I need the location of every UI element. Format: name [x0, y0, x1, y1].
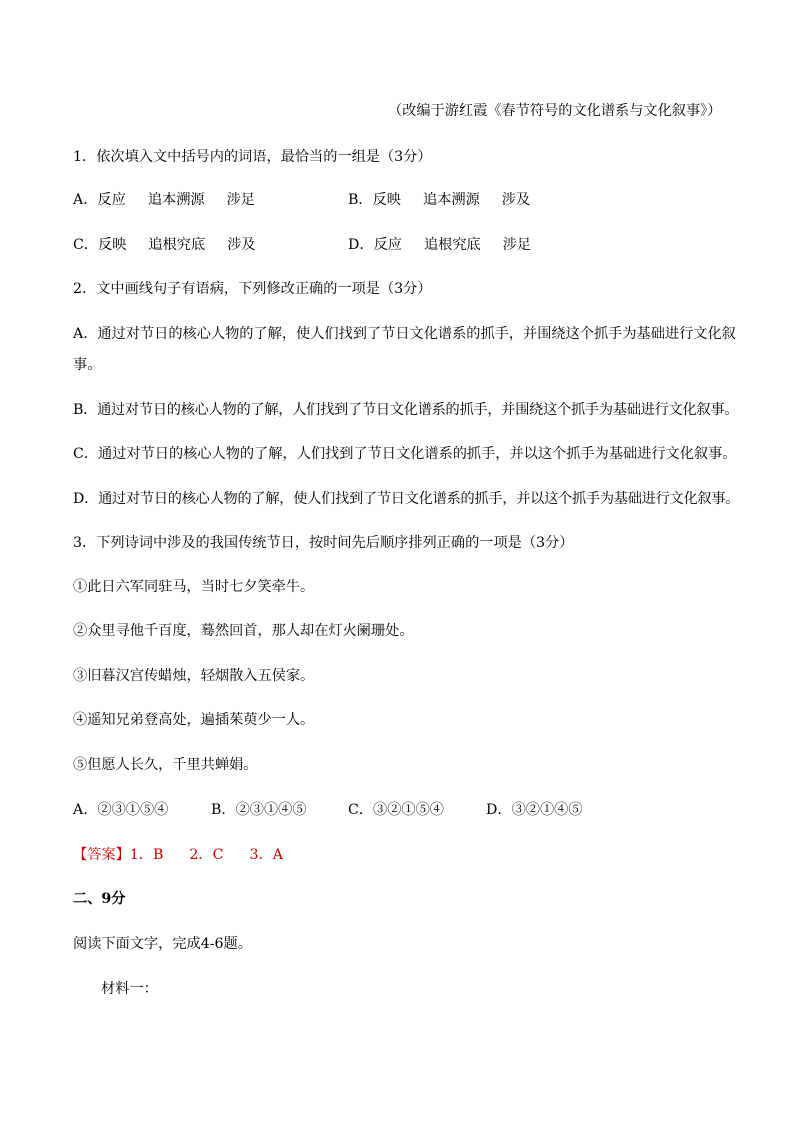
q2-stem: 2．文中画线句子有语病，下列修改正确的一项是（3分） — [73, 281, 432, 297]
source-note: （改编于游红霞《春节符号的文化谱系与文化叙事》） — [388, 103, 722, 119]
material-1-label: 材料一： — [101, 981, 158, 997]
q3-option-a: A．②③①⑤④ — [73, 802, 169, 818]
q3-poem-2: ②众里寻他千百度，蓦然回首，那人却在灯火阑珊处。 — [73, 623, 414, 639]
q2-option-b: B．通过对节日的核心人物的了解，人们找到了节日文化谱系的抓手，并围绕这个抓手为基础进行文化叙事。 — [73, 402, 739, 418]
q3-stem: 3．下列诗词中涉及的我国传统节日，按时间先后顺序排列正确的一项是（3分） — [73, 535, 574, 551]
option-word-2: 追本溯源 — [147, 192, 205, 208]
answer-item-2: 2．C — [189, 847, 224, 863]
q2-option-a-line2: 事。 — [73, 357, 102, 373]
q1-option-a — [73, 190, 255, 210]
option-label: D．反应 — [348, 237, 402, 253]
q2-option-a-line1: A．通过对节日的核心人物的了解，使人们找到了节日文化谱系的抓手，并围绕这个抓手为基础进行文化叙 — [73, 326, 736, 342]
reading-instruction: 阅读下面文字，完成4-6题。 — [73, 936, 252, 952]
option-word-3: 涉及 — [227, 237, 256, 253]
q3-poem-4: ④遥知兄弟登高处，遍插茱萸少一人。 — [73, 712, 315, 728]
q3-poem-3: ③旧暮汉宫传蜡烛，轻烟散入五侯家。 — [73, 668, 315, 684]
answer-line — [73, 845, 283, 865]
option-label: A．反应 — [73, 192, 126, 208]
section-heading: 二、9分 — [73, 891, 126, 907]
option-word-3: 涉足 — [226, 192, 255, 208]
q1-option-c — [73, 235, 256, 255]
q2-option-c: C．通过对节日的核心人物的了解，人们找到了节日文化谱系的抓手，并以这个抓手为基础进行文化叙事。 — [73, 446, 737, 462]
option-word-2: 追根究底 — [423, 237, 481, 253]
q1-stem: 1．依次填入文中括号内的词语，最恰当的一组是（3分） — [73, 149, 432, 165]
option-word-3: 涉足 — [502, 237, 532, 253]
q1-option-b — [348, 190, 530, 210]
answer-tag: 【答案】 — [73, 847, 130, 863]
q2-option-d: D．通过对节日的核心人物的了解，使人们找到了节日文化谱系的抓手，并以这个抓手为基础进行文化叙事。 — [73, 491, 740, 507]
q3-option-b: B．②③①④⑤ — [211, 802, 307, 818]
q3-poem-5: ⑤但愿人长久，千里共蝉娟。 — [73, 757, 258, 773]
q1-option-d — [348, 235, 531, 255]
q3-option-d: D．③②①④⑤ — [486, 802, 583, 818]
answer-item-1: 1．B — [129, 847, 164, 863]
option-label: C．反映 — [73, 237, 127, 253]
answer-item-3: 3．A — [249, 847, 283, 863]
option-label: B．反映 — [348, 192, 401, 208]
q3-option-c: C．③②①⑤④ — [348, 802, 444, 818]
q3-poem-1: ①此日六军同驻马，当时七夕笑牵牛。 — [73, 579, 315, 595]
option-word-2: 追根究底 — [148, 237, 206, 253]
option-word-3: 涉及 — [501, 192, 531, 208]
option-word-2: 追本溯源 — [423, 192, 480, 208]
